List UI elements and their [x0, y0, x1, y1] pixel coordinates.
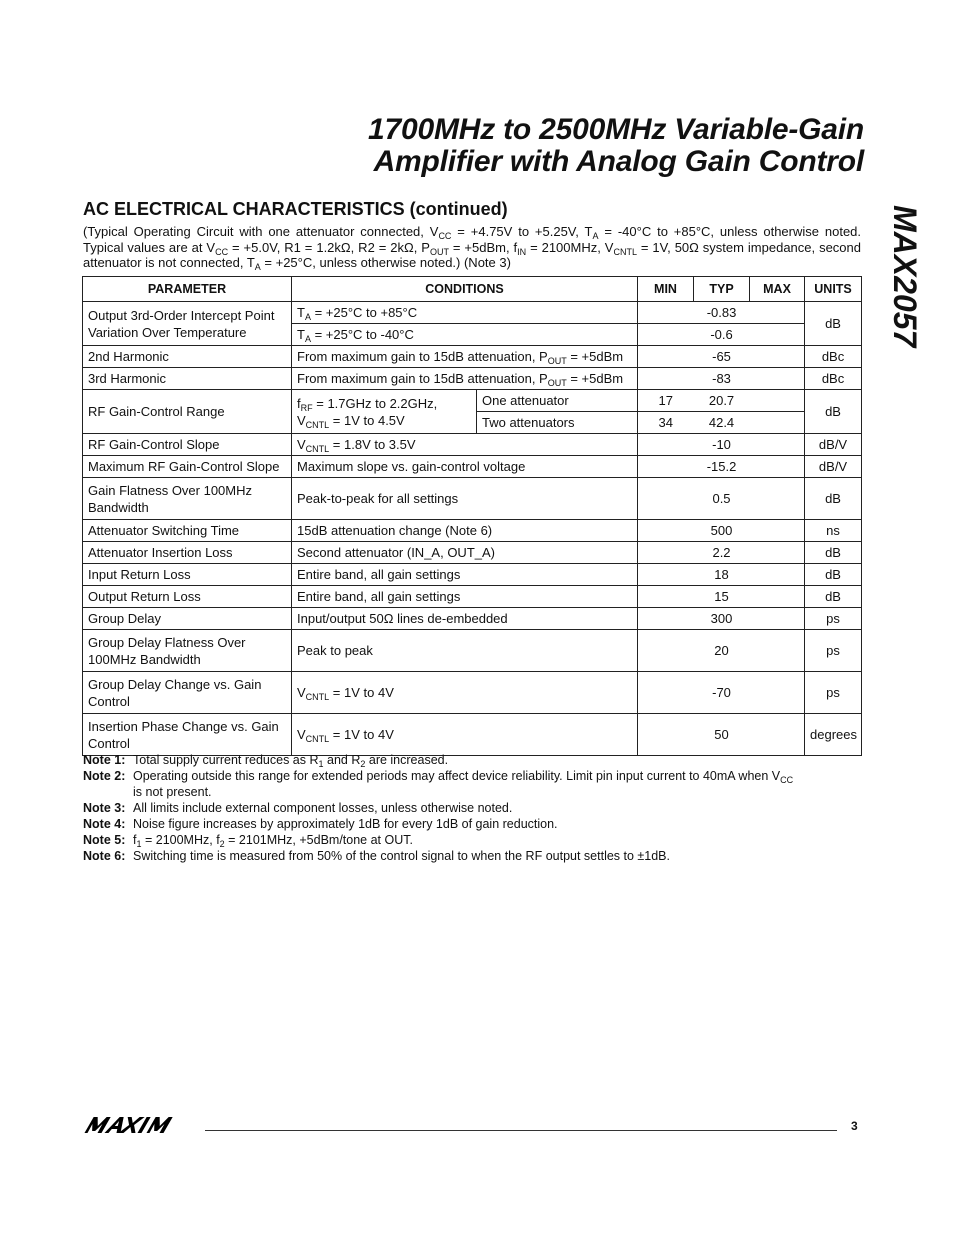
header-max: MAX	[750, 277, 805, 302]
min-cell	[638, 302, 694, 324]
param-cell: RF Gain-Control Range	[83, 390, 292, 434]
typ-cell: 300	[694, 608, 750, 630]
typ-cell: 50	[694, 714, 750, 756]
units-cell: degrees	[805, 714, 862, 756]
table-row	[83, 586, 862, 608]
note-label: Note 6:	[83, 849, 126, 863]
condition-cell: Entire band, all gain settings	[292, 586, 638, 608]
page-title	[368, 114, 864, 178]
units-cell: dB	[805, 564, 862, 586]
footer-rule	[205, 1130, 837, 1131]
note-label: Note 1:	[83, 753, 126, 767]
condition-cell: Maximum slope vs. gain-control voltage	[292, 456, 638, 478]
maxim-logo	[84, 1116, 192, 1139]
condition-cell: Input/output 50Ω lines de-embedded	[292, 608, 638, 630]
note-label: Note 5:	[83, 833, 126, 847]
title-line-1: 1700MHz to 2500MHz Variable-Gain	[368, 113, 864, 146]
condition-cell: From maximum gain to 15dB attenuation, $P_{OUT} = +5dBm$	[292, 346, 638, 368]
note-4: Note 4: Noise figure increases by approximately 1dB for every 1dB of gain reduction.	[83, 817, 558, 831]
table-row	[83, 542, 862, 564]
note-2: Note 2: Operating outside this range for extended periods may affect device reliability. Limit pin input current to 40mA when $V_{CC}$ is not present.	[83, 769, 794, 799]
typ-cell: -0.6	[694, 324, 750, 346]
param-cell: Attenuator Insertion Loss	[83, 542, 292, 564]
table-row	[83, 434, 862, 456]
header-min: MIN	[638, 277, 694, 302]
title-line-2: Amplifier with Analog Gain Control	[373, 145, 864, 178]
units-cell: dB	[805, 390, 862, 434]
table-row	[83, 346, 862, 368]
condition-cell: $V_{CNTL} = 1V$ to 4V	[292, 714, 638, 756]
typ-cell: 20	[694, 630, 750, 672]
typ-cell: 18	[694, 564, 750, 586]
condition-cell: Entire band, all gain settings	[292, 564, 638, 586]
units-cell: dBc	[805, 346, 862, 368]
typ-cell: -70	[694, 672, 750, 714]
typ-cell: 0.5	[694, 478, 750, 520]
table-header-row	[83, 277, 862, 302]
table-row	[83, 520, 862, 542]
param-cell: Gain Flatness Over 100MHz Bandwidth	[83, 478, 292, 520]
note-label: Note 3:	[83, 801, 126, 815]
maxim-logo-icon	[84, 1116, 192, 1134]
note-label: Note 2:	[83, 769, 126, 783]
note-3: Note 3: All limits include external component losses, unless otherwise noted.	[83, 801, 513, 815]
units-cell: dB	[805, 586, 862, 608]
condition-cell: Second attenuator (IN_A, OUT_A)	[292, 542, 638, 564]
min-cell: 17	[638, 390, 694, 412]
param-cell: Attenuator Switching Time	[83, 520, 292, 542]
param-cell: Insertion Phase Change vs. Gain Control	[83, 714, 292, 756]
header-typ: TYP	[694, 277, 750, 302]
units-cell: dB/V	[805, 434, 862, 456]
note-5: Note 5: $f_1 = 2100MHz$, $f_2 = 2101MHz$, +5dBm/tone at OUT.	[83, 833, 413, 849]
units-cell: dB	[805, 302, 862, 346]
table-row	[83, 714, 862, 756]
condition-cell: $T_A = +25^\circ C$ to -40°C	[292, 324, 638, 346]
condition-cell: From maximum gain to 15dB attenuation, $P_{OUT} = +5dBm$	[292, 368, 638, 390]
table-row	[83, 456, 862, 478]
table-row	[83, 672, 862, 714]
units-cell: dBc	[805, 368, 862, 390]
max-cell	[750, 302, 805, 324]
page-number: 3	[851, 1119, 858, 1133]
param-cell: Group Delay Change vs. Gain Control	[83, 672, 292, 714]
min-cell: 34	[638, 412, 694, 434]
units-cell: dB	[805, 542, 862, 564]
ac-characteristics-table	[82, 276, 862, 756]
note-label: Note 4:	[83, 817, 126, 831]
units-cell: dB/V	[805, 456, 862, 478]
units-cell: ps	[805, 608, 862, 630]
subcondition-cell: One attenuator	[477, 390, 638, 412]
param-cell: Output 3rd-Order Intercept Point Variation Over Temperature	[83, 302, 292, 346]
table-row	[83, 302, 862, 324]
condition-cell: $V_{CNTL} = 1V$ to 4V	[292, 672, 638, 714]
param-cell: Group Delay Flatness Over 100MHz Bandwidth	[83, 630, 292, 672]
min-cell	[638, 324, 694, 346]
typ-cell: -15.2	[694, 456, 750, 478]
table-row	[83, 390, 862, 412]
typ-cell: -65	[694, 346, 750, 368]
param-cell: Maximum RF Gain-Control Slope	[83, 456, 292, 478]
table-row	[83, 630, 862, 672]
condition-cell: $V_{CNTL} = 1.8V$ to 3.5V	[292, 434, 638, 456]
units-cell: dB	[805, 478, 862, 520]
typ-cell: -83	[694, 368, 750, 390]
condition-cell: 15dB attenuation change (Note 6)	[292, 520, 638, 542]
typ-cell: 42.4	[694, 412, 750, 434]
typ-cell: 500	[694, 520, 750, 542]
test-conditions: (Typical Operating Circuit with one attenuator connected, $V_{CC} = +4.75V$ to +5.25V, $T_A = -40^\circ C$ to +85°C, unless otherwise noted. Typical values are at $V_{CC} = +5.0V$, R1 = 1.2kΩ, R2 = 2kΩ, $P_{OUT} = +5dBm$, $f_{IN} = 2100MHz$, $V_{CNTL} = 1V$, 50Ω system impedance, second attenuator is not connected, $T_A = +25^\circ C$, unless otherwise noted.) (Note 3)	[83, 224, 862, 272]
units-cell: ns	[805, 520, 862, 542]
param-cell: Output Return Loss	[83, 586, 292, 608]
header-conditions: CONDITIONS	[292, 277, 638, 302]
part-number-sidebar: MAX2057	[887, 205, 923, 348]
typ-cell: 2.2	[694, 542, 750, 564]
table-row	[83, 478, 862, 520]
typ-cell: -0.83	[694, 302, 750, 324]
typ-cell: 15	[694, 586, 750, 608]
param-cell: RF Gain-Control Slope	[83, 434, 292, 456]
section-heading: AC ELECTRICAL CHARACTERISTICS (continued)	[83, 199, 508, 219]
param-cell: Group Delay	[83, 608, 292, 630]
header-units: UNITS	[805, 277, 862, 302]
header-parameter: PARAMETER	[83, 277, 292, 302]
typ-cell: -10	[694, 434, 750, 456]
table-row	[83, 608, 862, 630]
subcondition-cell: Two attenuators	[477, 412, 638, 434]
max-cell	[750, 324, 805, 346]
note-6: Note 6: Switching time is measured from 50% of the control signal to when the RF output settles to ±1dB.	[83, 849, 670, 863]
condition-cell: $T_A = +25^\circ C$ to +85°C	[292, 302, 638, 324]
condition-cell: Peak-to-peak for all settings	[292, 478, 638, 520]
param-cell: 2nd Harmonic	[83, 346, 292, 368]
units-cell: ps	[805, 672, 862, 714]
param-cell: Input Return Loss	[83, 564, 292, 586]
note-1: Note 1: Total supply current reduces as $R_1$ and $R_2$ are increased.	[83, 753, 449, 769]
notes-section	[83, 752, 863, 864]
condition-cell: Peak to peak	[292, 630, 638, 672]
table-row	[83, 368, 862, 390]
param-cell: 3rd Harmonic	[83, 368, 292, 390]
units-cell: ps	[805, 630, 862, 672]
typ-cell: 20.7	[694, 390, 750, 412]
table-row	[83, 564, 862, 586]
condition-cell: $f_{RF} = 1.7GHz$ to 2.2GHz, $V_{CNTL} = 1V$ to 4.5V	[292, 390, 477, 434]
